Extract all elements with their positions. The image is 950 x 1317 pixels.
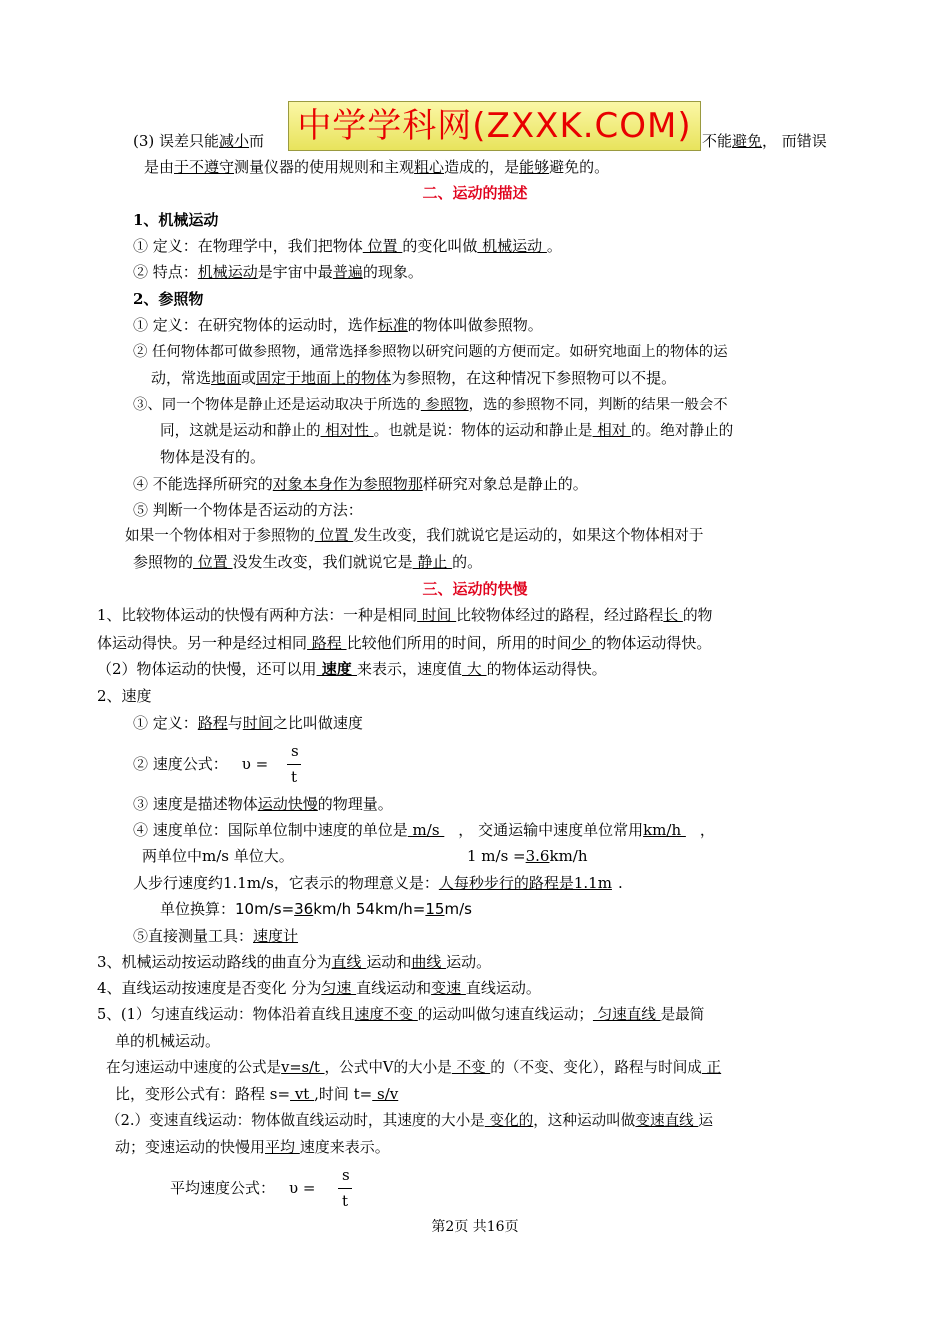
text-line: （2）物体运动的快慢，还可以用 速度 来表示，速度值 大 的物体运动得快。: [97, 660, 607, 678]
text-line: 3、机械运动按运动路线的曲直分为直线 运动和曲线 运动。: [97, 953, 492, 971]
text-line: 4、直线运动按速度是否变化 分为匀速 直线运动和变速 直线运动。: [97, 979, 541, 997]
text-line: 人步行速度约1.1m/s，它表示的物理意义是：人每秒步行的路程是1.1m .: [133, 874, 623, 892]
text-line: 参照物的 位置 没发生改变，我们就说它是 静止 的。: [133, 553, 483, 571]
subheading: 1、机械运动: [133, 211, 219, 229]
text-line: 单的机械运动。: [115, 1032, 221, 1050]
formula-line: ② 速度公式： υ =: [133, 755, 269, 773]
text-line: 体运动得快。另一种是经过相同 路程 比较他们所用的时间，所用的时间少 的物体运动得快。: [97, 634, 712, 652]
formula-line: 平均速度公式： υ =: [170, 1179, 316, 1197]
text-line: ① 定义：路程与时间之比叫做速度: [133, 714, 363, 732]
text-line: ① 定义：在物理学中，我们把物体 位置 的变化叫做 机械运动 。: [133, 237, 562, 255]
text-line: 5、(1）匀速直线运动：物体沿着直线且速度不变 的运动叫做匀速直线运动； 匀速直线 是最简: [97, 1006, 705, 1023]
text-line: （2.）变速直线运动：物体做直线运动时，其速度的大小是 变化的，这种运动叫做变速直线 运: [106, 1112, 713, 1129]
logo-watermark: 中学学科网(ZXXK.COM): [288, 101, 701, 151]
text-line: (3) 误差只能减小而: [133, 132, 265, 150]
subheading: 2、速度: [97, 687, 152, 705]
text-line: ② 特点：机械运动是宇宙中最普遍的现象。: [133, 263, 423, 281]
text-line: 动，常选地面或固定于地面上的物体为参照物，在这种情况下参照物可以不提。: [151, 369, 677, 387]
text-line: 动；变速运动的快慢用平均 速度来表示。: [115, 1138, 390, 1156]
subheading: 2、参照物: [133, 290, 204, 308]
text-line: 两单位中m/s 单位大。: [142, 847, 294, 865]
text-line: ③ 速度是描述物体运动快慢的物理量。: [133, 795, 393, 813]
text-line: 在匀速运动中速度的公式是v=s/t ，公式中V的大小是 不变 的（不变、变化），路程与时间成 正: [106, 1059, 722, 1076]
text-line: 不能避免， 而错误: [702, 132, 827, 150]
text-line: ④ 速度单位：国际单位制中速度的单位是 m/s ， 交通运输中速度单位常用km/h ，: [133, 821, 715, 839]
text-line: ③、同一个物体是静止还是运动取决于所选的 参照物，选的参照物不同，判断的结果一般会不: [133, 397, 728, 413]
text-line: 是由于不遵守测量仪器的使用规则和主观粗心造成的，是能够避免的。: [144, 158, 610, 176]
text-line: 如果一个物体相对于参照物的 位置 发生改变，我们就说它是运动的，如果这个物体相对于: [125, 527, 704, 544]
text-line: ① 定义：在研究物体的运动时，选作标准的物体叫做参照物。: [133, 316, 543, 334]
section-heading: 三、运动的快慢: [422, 580, 528, 598]
text-line: 1、比较物体运动的快慢有两种方法：一种是相同 时间 比较物体经过的路程，经过路程长 的物: [97, 607, 713, 624]
fraction: s t: [342, 1166, 350, 1210]
text-line: ④ 不能选择所研究的对象本身作为参照物那样研究对象总是静止的。: [133, 475, 588, 493]
fraction: s t: [291, 742, 299, 786]
section-heading: 二、运动的描述: [422, 184, 528, 202]
text-line: 1 m/s =3.6km/h: [467, 847, 588, 865]
text-line: 同，这就是运动和静止的 相对性 。也就是说：物体的运动和静止是 相对 的。绝对静止的: [160, 422, 734, 439]
text-line: 单位换算：10m/s=36km/h 54km/h=15m/s: [160, 900, 472, 918]
text-line: ⑤ 判断一个物体是否运动的方法：: [133, 501, 363, 519]
text-line: 物体是没有的。: [160, 448, 266, 466]
text-line: ② 任何物体都可做参照物，通常选择参照物以研究问题的方便而定。如研究地面上的物体的运: [133, 344, 728, 360]
page-footer: 第2页 共16页: [431, 1219, 519, 1235]
text-line: ⑤直接测量工具：速度计: [133, 927, 299, 945]
text-line: 比，变形公式有：路程 s= vt ,时间 t= s/v: [115, 1085, 399, 1103]
